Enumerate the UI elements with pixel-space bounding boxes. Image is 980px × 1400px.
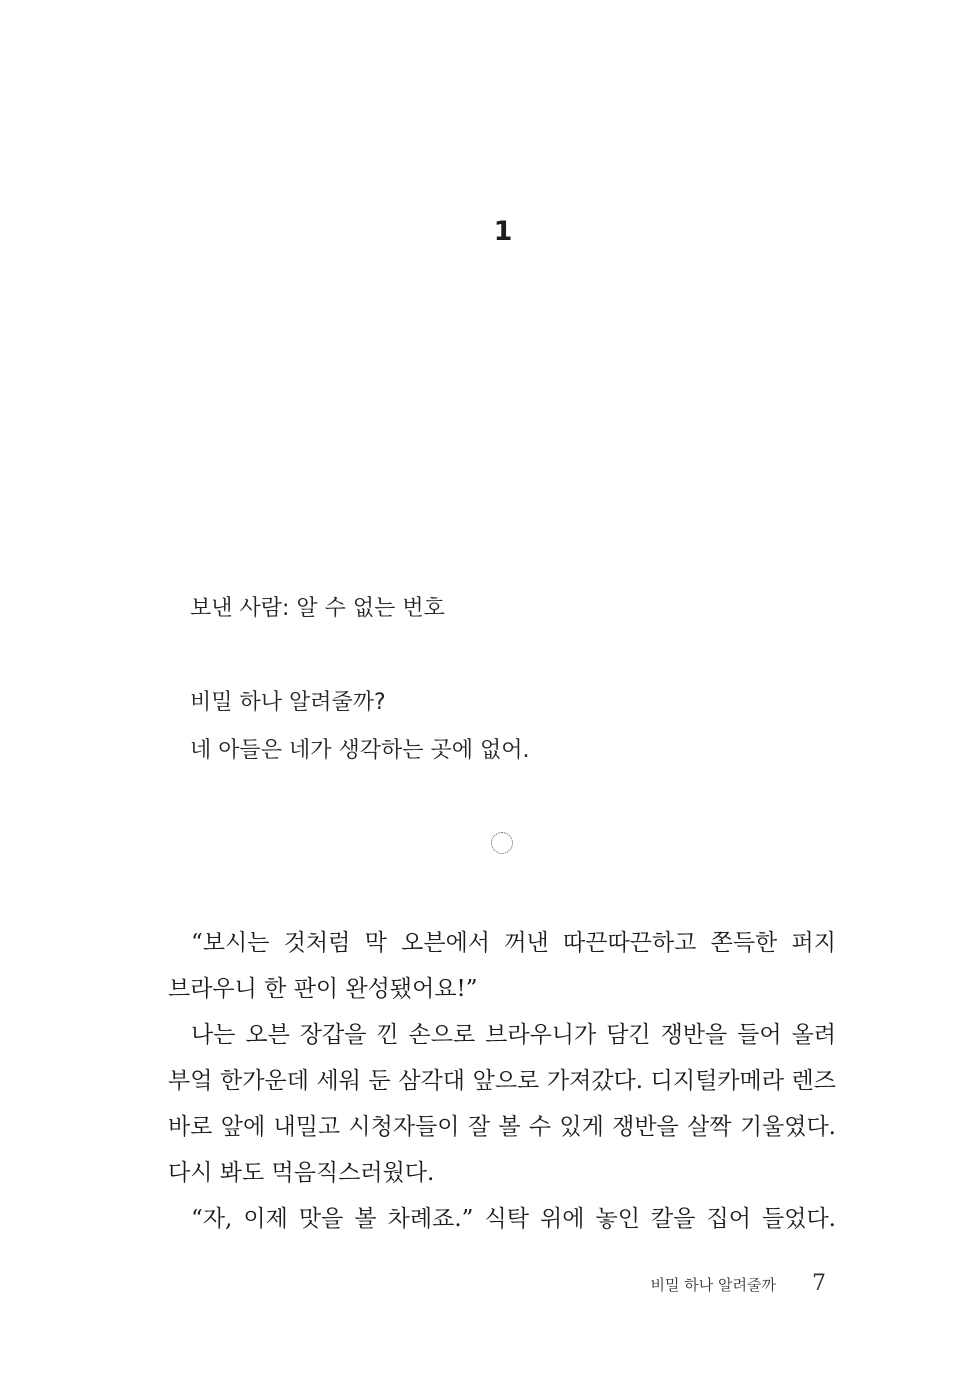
chapter-number: 1	[493, 216, 513, 247]
body-paragraph: “보시는 것처럼 막 오븐에서 꺼낸 따끈따끈하고 쫀득한 퍼지 브라우니 한 판이 완성됐어요!”	[168, 930, 836, 1002]
message-sender: 보낸 사람: 알 수 없는 번호	[190, 596, 445, 621]
message-line: 네 아들은 네가 생각하는 곳에 없어.	[190, 738, 530, 763]
body-paragraph: “자, 이제 맛을 볼 차례죠.” 식탁 위에 놓인 칼을 집어 들었다.	[191, 1206, 836, 1232]
running-footer-book-title: 비밀 하나 알려줄까	[650, 1276, 776, 1294]
body-text	[168, 920, 836, 1242]
body-paragraph: 나는 오븐 장갑을 낀 손으로 브라우니가 담긴 쟁반을 들어 올려 부엌 한가운데 세워 둔 삼각대 앞으로 가져갔다. 디지털카메라 렌즈 바로 앞에 내밀고 시청자들이 잘 볼 수 있게 쟁반을 살짝 기울였다. 다시 봐도 먹음직스러웠다.	[168, 1022, 836, 1186]
message-line: 비밀 하나 알려줄까?	[190, 690, 386, 715]
section-break-circle-icon	[491, 832, 513, 854]
page-number: 7	[812, 1271, 826, 1296]
